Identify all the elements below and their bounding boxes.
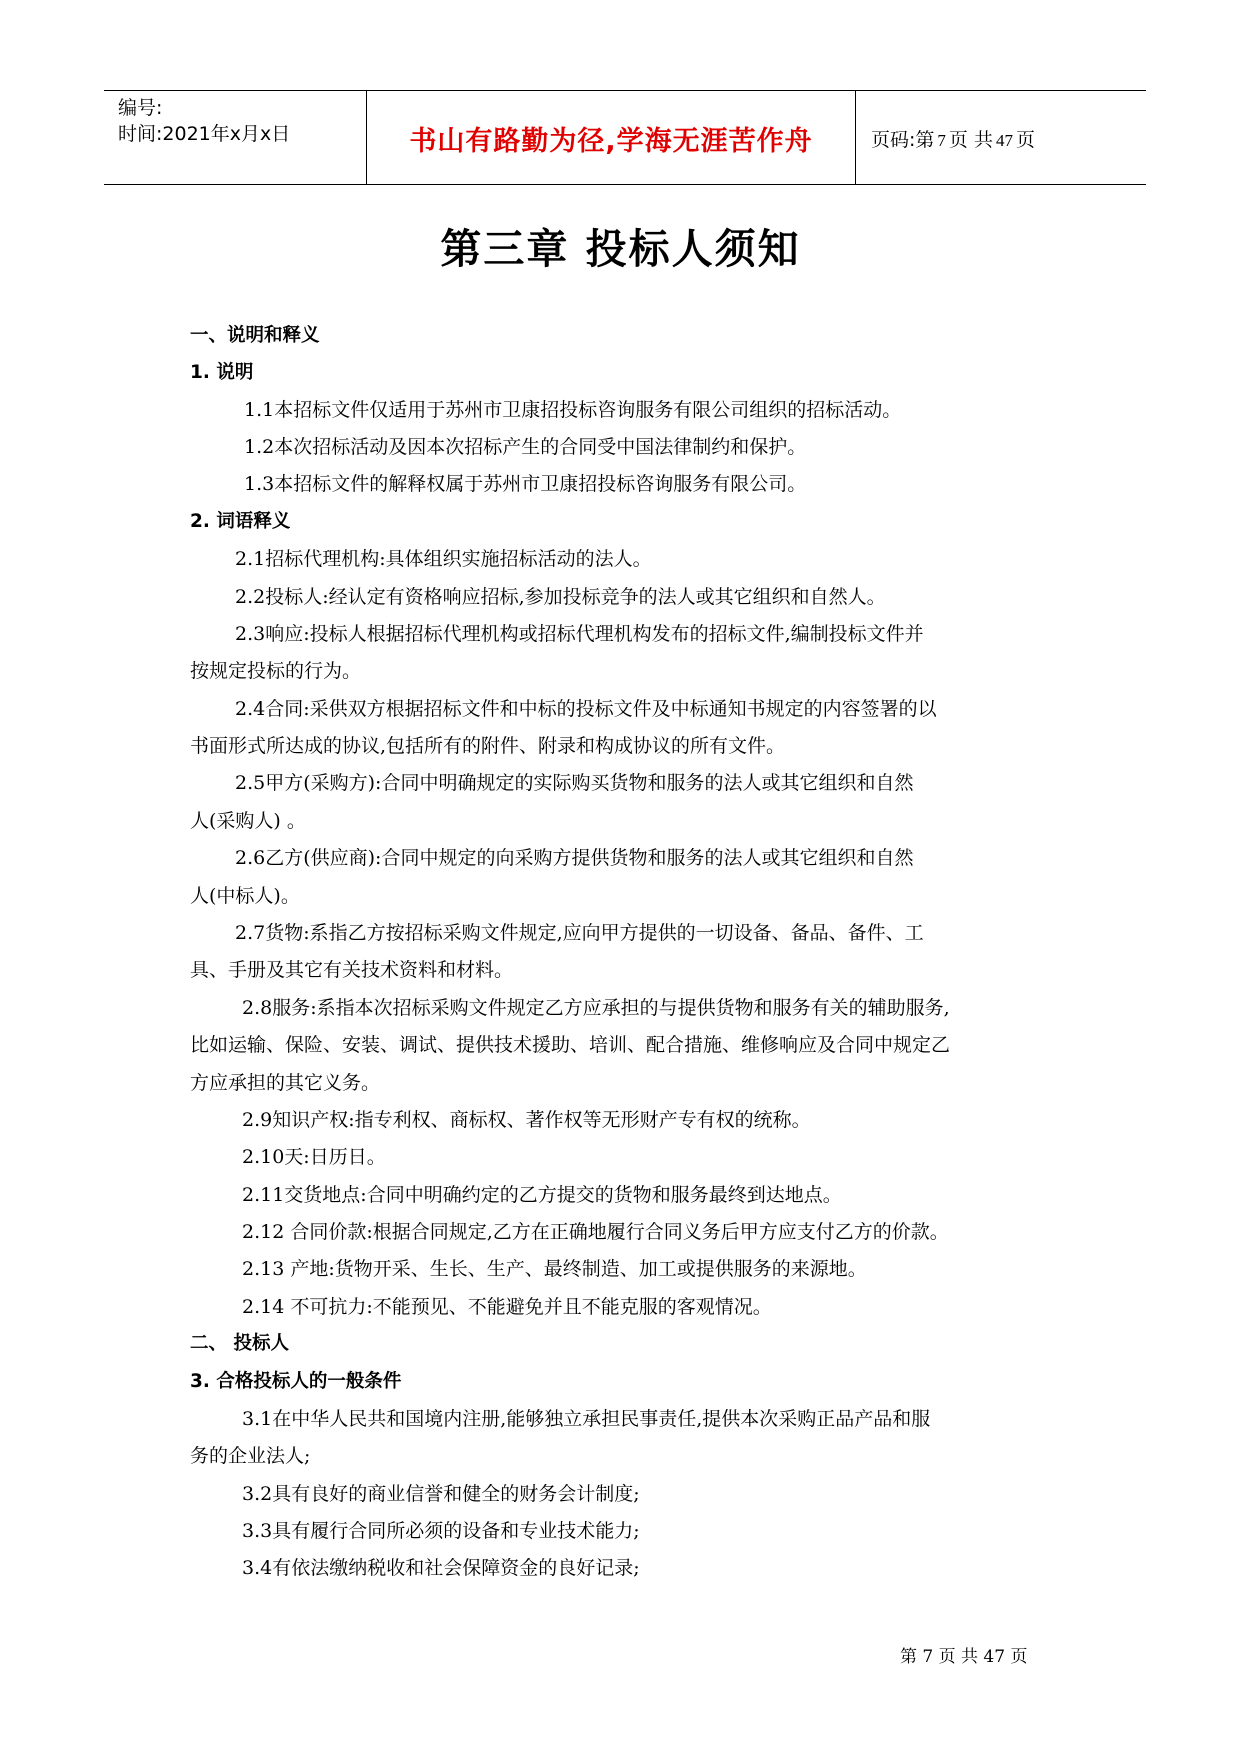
paragraph-line: 1.3本招标文件的解释权属于苏州市卫康招投标咨询服务有限公司。	[244, 473, 807, 495]
page-total: 47	[995, 131, 1013, 150]
paragraph-line: 人(中标人)。	[190, 885, 300, 907]
section-heading: 一、说明和释义	[190, 325, 320, 346]
paragraph-line: 2.13 产地:货物开采、生长、生产、最终制造、加工或提供服务的来源地。	[242, 1258, 867, 1280]
header-page-info	[871, 125, 1035, 152]
page-suffix: 页	[1015, 129, 1035, 151]
time-label: 时间:2021年x月x日	[118, 123, 291, 145]
header-motto-cell	[367, 91, 856, 184]
paragraph-line: 书面形式所达成的协议,包括所有的附件、附录和构成协议的所有文件。	[190, 735, 786, 757]
paragraph-line: 2.14 不可抗力:不能预见、不能避免并且不能克服的客观情况。	[242, 1296, 772, 1318]
paragraph-line: 2.11交货地点:合同中明确约定的乙方提交的货物和服务最终到达地点。	[242, 1184, 842, 1206]
paragraph-line: 1.1本招标文件仅适用于苏州市卫康招投标咨询服务有限公司组织的招标活动。	[244, 399, 902, 421]
paragraph-line: 比如运输、保险、安装、调试、提供技术援助、培训、配合措施、维修响应及合同中规定乙	[190, 1034, 951, 1056]
serial-label: 编号:	[118, 97, 163, 119]
paragraph-line: 2.10天:日历日。	[242, 1146, 386, 1168]
page-footer: 第 7 页 共 47 页	[900, 1647, 1028, 1667]
paragraph-line: 2.8服务:系指本次招标采购文件规定乙方应承担的与提供货物和服务有关的辅助服务,	[242, 997, 950, 1019]
header-motto: 书山有路勤为径,学海无涯苦作舟	[409, 126, 813, 157]
paragraph-line: 按规定投标的行为。	[190, 660, 362, 682]
paragraph-line: 2.5甲方(采购方):合同中明确规定的实际购买货物和服务的法人或其它组织和自然	[235, 772, 914, 794]
paragraph-line: 2.9知识产权:指专利权、商标权、著作权等无形财产专有权的统称。	[242, 1109, 811, 1131]
clause-heading: 3. 合格投标人的一般条件	[190, 1371, 402, 1392]
paragraph-line: 2.4合同:采供双方根据招标文件和中标的投标文件及中标通知书规定的内容签署的以	[235, 698, 937, 720]
section-heading: 二、 投标人	[190, 1333, 289, 1354]
chapter-title: 第三章 投标人须知	[440, 225, 801, 273]
paragraph-line: 务的企业法人;	[190, 1445, 311, 1467]
paragraph-line: 3.4有依法缴纳税收和社会保障资金的良好记录;	[242, 1557, 640, 1579]
page-mid: 页 共	[948, 129, 993, 151]
paragraph-line: 2.1招标代理机构:具体组织实施招标活动的法人。	[235, 548, 652, 570]
header-left-cell	[104, 91, 367, 184]
page-current: 7	[937, 131, 946, 150]
paragraph-line: 2.3响应:投标人根据招标代理机构或招标代理机构发布的招标文件,编制投标文件并	[235, 623, 924, 645]
clause-heading: 1. 说明	[190, 362, 254, 383]
paragraph-line: 具、手册及其它有关技术资料和材料。	[190, 959, 514, 981]
paragraph-line: 人(采购人) 。	[190, 810, 306, 832]
paragraph-line: 2.7货物:系指乙方按招标采购文件规定,应向甲方提供的一切设备、备品、备件、工	[235, 922, 924, 944]
page-prefix: 页码:第	[871, 129, 935, 151]
paragraph-line: 3.1在中华人民共和国境内注册,能够独立承担民事责任,提供本次采购正品产品和服	[242, 1408, 931, 1430]
paragraph-line: 2.6乙方(供应商):合同中规定的向采购方提供货物和服务的法人或其它组织和自然	[235, 847, 914, 869]
paragraph-line: 方应承担的其它义务。	[190, 1072, 381, 1094]
paragraph-line: 2.12 合同价款:根据合同规定,乙方在正确地履行合同义务后甲方应支付乙方的价款。	[242, 1221, 949, 1243]
document-header	[104, 90, 1146, 185]
paragraph-line: 2.2投标人:经认定有资格响应招标,参加投标竞争的法人或其它组织和自然人。	[235, 586, 886, 608]
paragraph-line: 3.3具有履行合同所必须的设备和专业技术能力;	[242, 1520, 640, 1542]
paragraph-line: 1.2本次招标活动及因本次招标产生的合同受中国法律制约和保护。	[244, 436, 807, 458]
paragraph-line: 3.2具有良好的商业信誉和健全的财务会计制度;	[242, 1483, 640, 1505]
clause-heading: 2. 词语释义	[190, 511, 291, 532]
header-page-cell	[857, 91, 1146, 184]
